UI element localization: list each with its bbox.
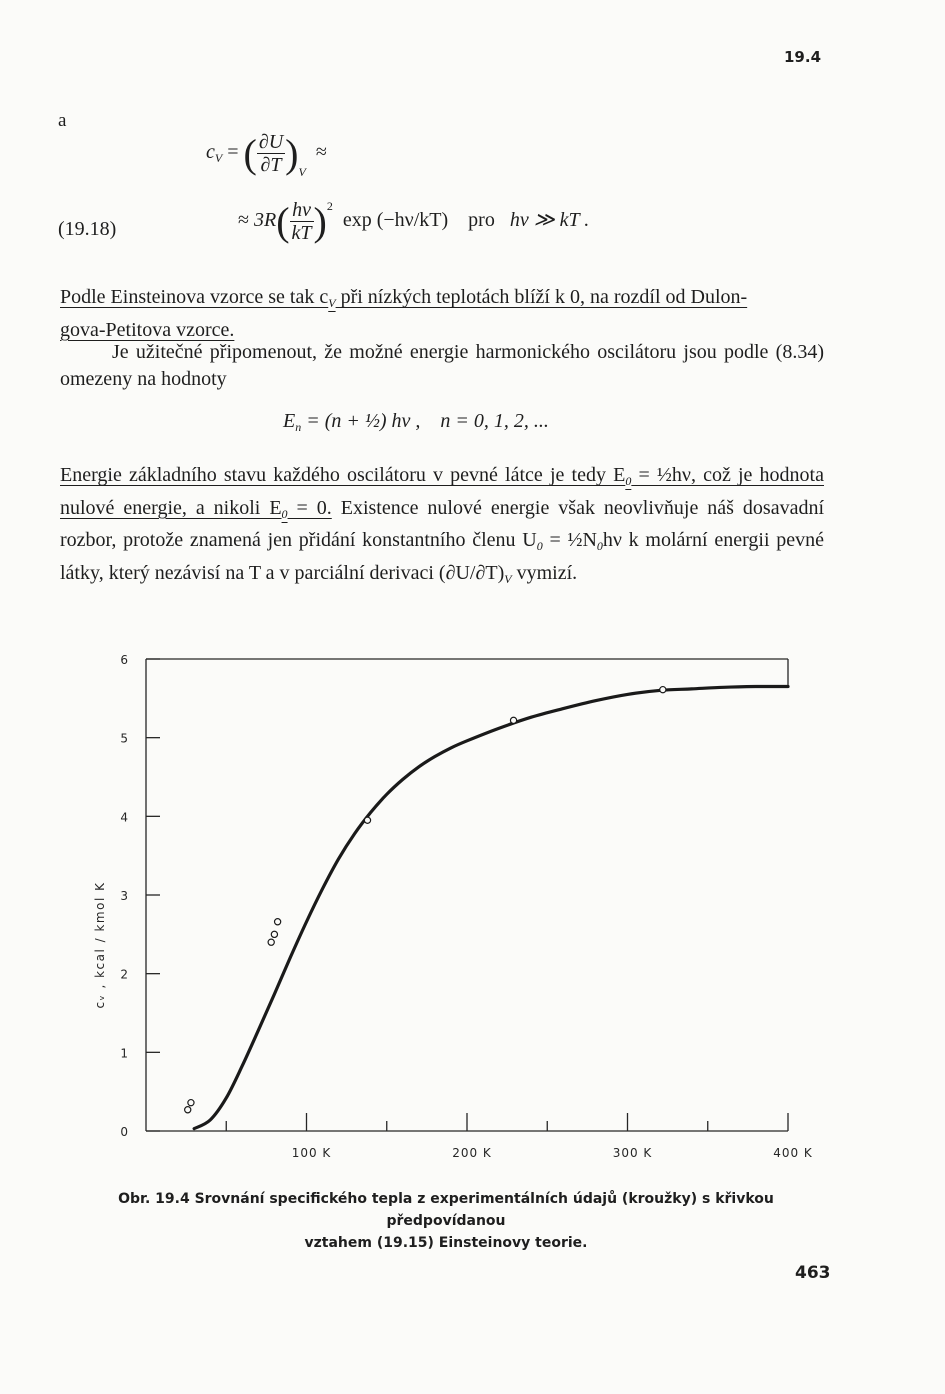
energy-lhs-sub: n [295, 420, 302, 434]
p3-t6: hν k molární energii pevné látky, který nezávisí na T a v parciální derivaci (∂U/∂T) [60, 529, 824, 584]
energy-n-values: n = 0, 1, 2, ... [440, 410, 549, 432]
condition: hν ≫ kT . [509, 209, 590, 232]
exp-term: exp (−hν/kT) [342, 209, 449, 232]
partial-den: ∂T [260, 154, 282, 176]
p3-t4: Existence nulové energie však neovlivňuje náš dosavadní rozbor, protože znamená jen přidání konstantního členu U [60, 496, 825, 551]
experimental-point [185, 1107, 191, 1113]
equation-label: (19.18) [58, 218, 117, 240]
eq-coef: 3R [253, 209, 277, 232]
eq-lhs-sub: V [214, 151, 223, 166]
partial-sub: V [298, 165, 306, 180]
x-tick-label: 200 K [452, 1146, 492, 1160]
p3-t5: = ½N [542, 529, 597, 551]
chart-curve [194, 686, 788, 1128]
p1-text-c: gova-Petitova vzorce. [60, 318, 235, 341]
frac-exponent: 2 [326, 199, 333, 214]
y-tick-label: 5 [120, 731, 128, 746]
eq-equals: = [227, 141, 239, 164]
frac-den: kT [291, 222, 312, 244]
experimental-point [275, 919, 281, 925]
energy-rhs: = (n + ½) hν , [306, 410, 421, 432]
p3-t7: vymizí. [511, 561, 578, 584]
chart-ticks [146, 659, 788, 1131]
equation-einstein-approximation: ≈ 3R( $\frac{h\nu}{kT}$ )$^2$ exp (−hν/kT) pro hν ≫ kT . [238, 199, 590, 244]
y-tick-label: 6 [120, 653, 128, 667]
einstein-curve [194, 686, 788, 1128]
energy-lhs: E [283, 410, 296, 432]
y-axis-label: cᵥ , kcal / kmol K [93, 881, 107, 1009]
p2-text: Je užitečné připomenout, že možné energie harmonického oscilátoru jsou podle (8.34) omezeny na hodnoty [60, 341, 824, 390]
p1-text-b: při nízkých teplotách blíží k 0, na rozdíl od Dulon- [335, 286, 748, 308]
y-tick-label: 0 [120, 1125, 128, 1139]
caption-line-1: Obr. 19.4 Srovnání specifického tepla z experimentálních údajů (kroužky) s křivkou předpovídanou [118, 1191, 774, 1229]
equation-heat-capacity-definition: $c_V$ = ( $\frac{\partial U}{\partial T}$ )$_V$ ≈ [206, 131, 327, 180]
eq-approx-2: ≈ [238, 209, 249, 232]
experimental-point [364, 817, 370, 823]
x-tick-label: 400 K [773, 1146, 813, 1160]
experimental-point [510, 717, 516, 723]
page-number: 463 [795, 1263, 831, 1283]
eq-lhs: c [206, 141, 215, 164]
p3-s1: 0 [625, 474, 632, 488]
y-tick-label: 2 [120, 967, 128, 982]
p3-s5: V [504, 571, 512, 586]
chart-labels [93, 653, 813, 1160]
y-tick-label: 1 [120, 1046, 128, 1061]
chart-points [185, 687, 666, 1113]
section-number: 19.4 [784, 48, 822, 66]
eq-approx-1: ≈ [315, 141, 327, 164]
experimental-point [188, 1100, 194, 1106]
y-tick-label: 4 [120, 810, 128, 825]
x-tick-label: 300 K [612, 1146, 653, 1160]
x-tick-label: 100 K [291, 1146, 332, 1160]
p3-t3: = 0. [287, 496, 332, 519]
p3-s4: 0 [596, 539, 603, 553]
experimental-point [271, 931, 277, 937]
experimental-point [660, 687, 666, 693]
p3-s3: 0 [536, 539, 543, 553]
p3-t2: = ½hν, což je hodnota nulové energie, a nikoli E [60, 464, 824, 519]
frac-num: hν [290, 199, 314, 222]
chart-frame [146, 659, 788, 1131]
figure-caption [60, 1188, 832, 1254]
partial-num: ∂U [258, 131, 284, 153]
caption-line-2: vztahem (19.15) Einsteinovy teorie. [304, 1235, 588, 1251]
experimental-point [268, 939, 274, 945]
intro-word: a [58, 110, 67, 131]
p3-s2: 0 [281, 506, 288, 521]
p1-text-a: Podle Einsteinova vzorce se tak c [60, 286, 329, 308]
condition-word: pro [468, 209, 495, 232]
p1-sub: V [328, 296, 336, 310]
p3-t1: Energie základního stavu každého oscilátoru v pevné látce je tedy E [60, 464, 626, 486]
y-tick-label: 3 [120, 889, 128, 903]
